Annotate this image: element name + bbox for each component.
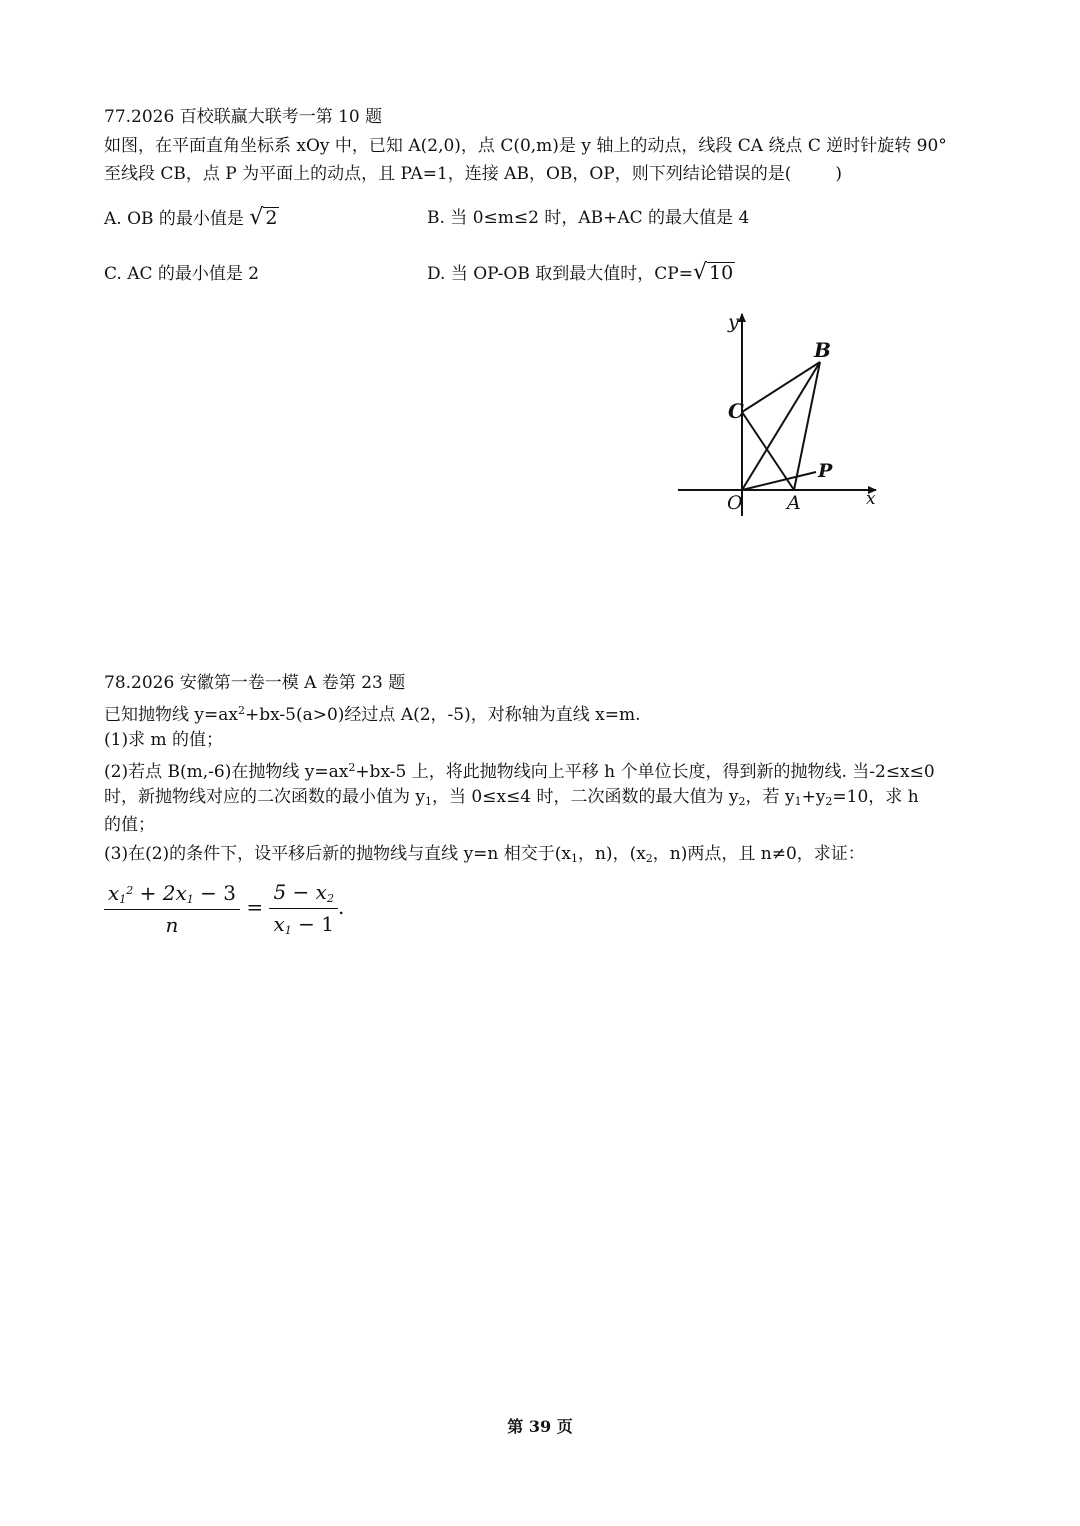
q78-heading: 78.2026 安徽第一卷一模 A 卷第 23 题 <box>104 673 406 693</box>
q78-part2-line1 <box>104 757 935 783</box>
q78-part1: (1)求 m 的值； <box>104 730 224 750</box>
subscript: 1 <box>794 795 802 808</box>
q78-part3-text: ，n)两点，且 n≠0，求证： <box>652 844 865 864</box>
segment-op <box>742 472 816 490</box>
q78-stem <box>104 700 641 726</box>
q78-part2-text: ，若 y <box>745 787 795 807</box>
q77-stem-close-paren: ) <box>835 164 843 184</box>
q78-stem-exponent: 2 <box>237 704 245 717</box>
segment-cb <box>742 362 820 412</box>
label-y: y <box>728 311 739 333</box>
q77-heading: 77.2026 百校联赢大联考一第 10 题 <box>104 107 383 127</box>
subscript: 1 <box>284 924 292 937</box>
rhs-denominator <box>269 909 337 937</box>
option-d-text: D. 当 OP-OB 取到最大值时，CP= <box>427 264 693 284</box>
q77-stem-line1: 如图，在平面直角坐标系 xOy 中，已知 A(2,0)，点 C(0,m)是 y 轴上的动点，线段 CA 绕点 C 逆时针旋转 90° <box>104 136 947 156</box>
lhs-fraction <box>104 881 240 937</box>
formula-symbol: 5 − x <box>273 880 327 904</box>
page-number: 第 39 页 <box>507 1417 573 1436</box>
formula-symbol: x <box>273 912 285 936</box>
q78-stem-part: +bx-5(a>0)经过点 A(2，-5)，对称轴为直线 x=m. <box>244 705 641 725</box>
q77-option-a <box>104 207 279 230</box>
q78-part2-text: +y <box>801 787 826 807</box>
option-a-text: A. OB 的最小值是 <box>104 209 244 229</box>
lhs-denominator: n <box>165 912 179 937</box>
q77-option-b: B. 当 0≤m≤2 时，AB+AC 的最大值是 4 <box>427 208 750 228</box>
sqrt-icon: √ 10 <box>692 260 734 285</box>
label-a: A <box>787 492 801 514</box>
subscript: 1 <box>425 795 433 808</box>
subscript: 2 <box>645 852 653 865</box>
formula-period: . <box>337 895 345 919</box>
proof-formula <box>104 880 344 937</box>
q77-option-c: C. AC 的最小值是 2 <box>104 264 260 284</box>
label-x: x <box>866 489 876 509</box>
rhs-numerator <box>269 880 337 909</box>
rhs-fraction <box>269 880 337 937</box>
segment-ab <box>794 362 820 490</box>
q77-stem-line2 <box>104 163 842 185</box>
formula-symbol: − 1 <box>291 912 334 936</box>
q78-part2-text: +bx-5 上，将此抛物线向上平移 h 个单位长度，得到新的抛物线. 当-2≤x≤0 <box>355 762 935 782</box>
subscript: 2 <box>738 795 746 808</box>
subscript: 1 <box>119 892 127 906</box>
label-c: C <box>728 399 744 423</box>
label-b: B <box>814 338 831 362</box>
formula-symbol: − 3 <box>193 880 236 905</box>
q78-part2-text: 时，新抛物线对应的二次函数的最小值为 y <box>104 787 426 807</box>
lhs-numerator <box>104 881 240 910</box>
subscript: 2 <box>825 795 833 808</box>
q78-part2-text: ，当 0≤x≤4 时，二次函数的最大值为 y <box>432 787 739 807</box>
label-o: O <box>727 492 743 514</box>
formula-symbol: + 2x <box>133 880 187 905</box>
q78-stem-part: 已知抛物线 y=ax <box>104 705 238 725</box>
q78-part2-exponent: 2 <box>348 761 356 774</box>
superscript: 2 <box>126 883 134 897</box>
q77-stem-line2-text: 至线段 CB，点 P 为平面上的动点，且 PA=1，连接 AB，OB，OP，则下列结论错误的是( <box>104 164 792 184</box>
q78-part2-line2 <box>104 786 919 813</box>
formula-symbol: x <box>108 880 120 905</box>
subscript: 1 <box>570 852 578 865</box>
q78-part2-line3: 的值； <box>104 815 155 835</box>
q78-part2-text: =10，求 h <box>832 787 919 807</box>
label-p: P <box>818 460 833 482</box>
subscript: 2 <box>326 892 334 905</box>
equals-sign: = <box>246 895 264 919</box>
q78-part2-text: (2)若点 B(m,-6)在抛物线 y=ax <box>104 762 349 782</box>
q78-part3-text: (3)在(2)的条件下，设平移后新的抛物线与直线 y=n 相交于(x <box>104 844 571 864</box>
q77-figure <box>668 306 898 528</box>
sqrt-icon: √ 2 <box>249 205 278 230</box>
subscript: 1 <box>186 892 194 906</box>
q78-part3 <box>104 843 865 870</box>
q77-option-d <box>427 262 735 285</box>
option-a-radicand: 2 <box>265 207 278 229</box>
option-d-radicand: 10 <box>708 262 734 284</box>
q78-part3-text: ，n)，(x <box>577 844 646 864</box>
